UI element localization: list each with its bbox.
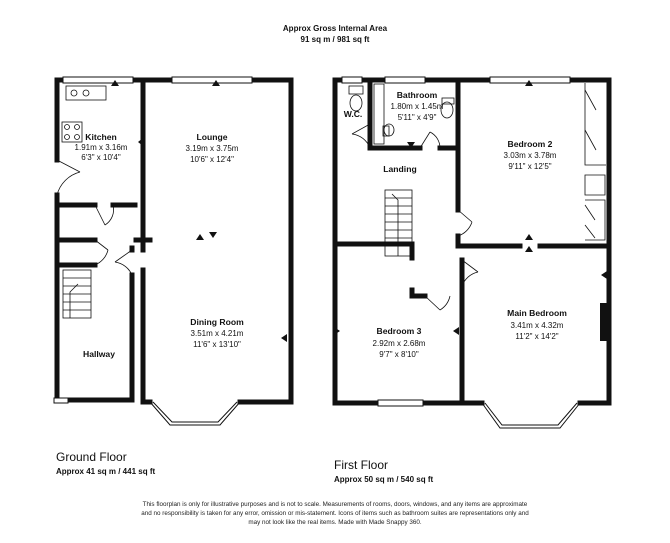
bathroom-metric: 1.80m x 1.45m bbox=[390, 102, 444, 111]
main-bedroom-name: Main Bedroom bbox=[507, 308, 567, 318]
bathroom-name: Bathroom bbox=[396, 90, 438, 100]
bedroom2-name: Bedroom 2 bbox=[507, 139, 553, 149]
lounge-metric: 3.19m x 3.75m bbox=[185, 144, 239, 153]
main-bedroom-metric: 3.41m x 4.32m bbox=[510, 321, 564, 330]
ground-bay-window bbox=[150, 402, 240, 425]
hallway-name: Hallway bbox=[82, 349, 116, 359]
ground-doors bbox=[57, 160, 132, 275]
gross-area-title: Approx Gross Internal Area bbox=[282, 24, 388, 33]
ground-floor-area: Approx 41 sq m / 441 sq ft bbox=[56, 467, 156, 476]
wardrobes bbox=[585, 83, 606, 240]
room-labels bbox=[75, 90, 568, 359]
lounge-name: Lounge bbox=[196, 132, 228, 142]
landing-name: Landing bbox=[383, 164, 417, 174]
bedroom3-imperial: 9'7" x 8'10" bbox=[379, 350, 419, 359]
disclaimer-line-1: This floorplan is only for illustrative purposes and is not to scale. Measurements of rooms, doors, windows, and any items are approximate bbox=[142, 501, 528, 508]
ground-floor-title: Ground Floor bbox=[56, 450, 127, 464]
kitchen-name: Kitchen bbox=[85, 132, 117, 142]
first-markers bbox=[334, 80, 607, 335]
main-bedroom-imperial: 11'2" x 14'2" bbox=[515, 332, 559, 341]
dining-imperial: 11'6" x 13'10" bbox=[193, 340, 241, 349]
disclaimer bbox=[75, 500, 595, 527]
kitchen-metric: 1.91m x 3.16m bbox=[74, 143, 128, 152]
chimney-breast bbox=[600, 303, 608, 341]
first-floor-title: First Floor bbox=[334, 458, 388, 472]
bedroom2-metric: 3.03m x 3.78m bbox=[503, 151, 557, 160]
first-floor-plan bbox=[334, 77, 609, 428]
disclaimer-line-2: and no responsibility is taken for any error, omission or mis-statement. Icons of items such as bathroom suites are representations only and bbox=[141, 510, 529, 517]
bedroom2-imperial: 9'11" x 12'5" bbox=[508, 162, 552, 171]
first-floor-area: Approx 50 sq m / 540 sq ft bbox=[334, 475, 434, 484]
disclaimer-line-3: may not look like the real items. Made with Made Snappy 360. bbox=[248, 519, 422, 526]
first-stairs bbox=[385, 190, 412, 256]
lounge-imperial: 10'6" x 12'4" bbox=[190, 155, 234, 164]
bedroom3-metric: 2.92m x 2.68m bbox=[372, 339, 426, 348]
first-floor-walls bbox=[335, 80, 609, 403]
first-bay-window bbox=[482, 403, 580, 428]
dining-metric: 3.51m x 4.21m bbox=[190, 329, 244, 338]
ground-floor-plan bbox=[54, 77, 291, 425]
kitchen-imperial: 6'3" x 10'4" bbox=[81, 153, 121, 162]
bathroom-imperial: 5'11" x 4'9" bbox=[397, 113, 437, 122]
bedroom3-name: Bedroom 3 bbox=[376, 326, 422, 336]
wc-name: W.C. bbox=[343, 109, 363, 119]
ground-stairs bbox=[63, 270, 91, 318]
gross-area-value: 91 sq m / 981 sq ft bbox=[300, 35, 370, 44]
ground-markers bbox=[111, 80, 287, 342]
dining-name: Dining Room bbox=[190, 317, 244, 327]
